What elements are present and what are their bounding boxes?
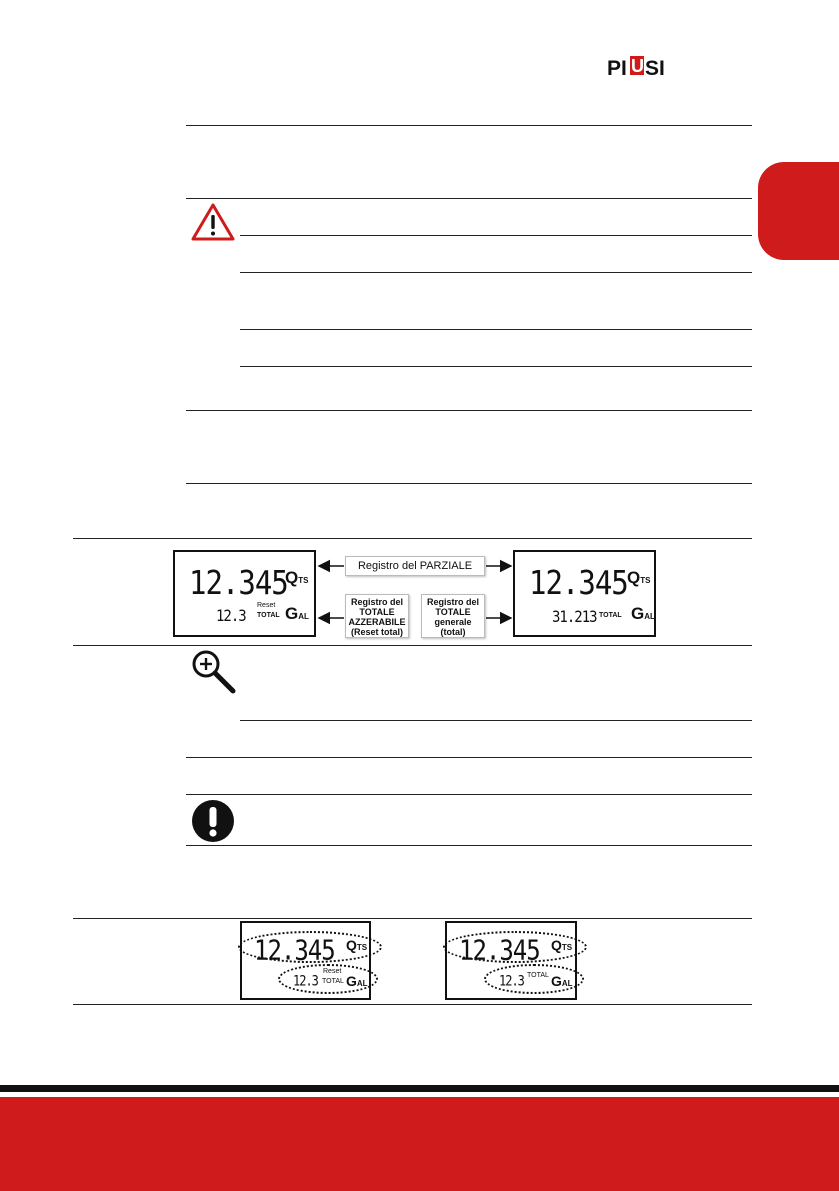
unit-qts: QTS — [346, 937, 368, 953]
rule — [240, 366, 752, 367]
rule — [186, 757, 752, 758]
main-counter-value: 12.345 — [189, 563, 288, 603]
rule — [73, 538, 752, 539]
total-label: TOTAL — [527, 972, 549, 979]
unit-qts: QTS — [285, 568, 309, 587]
rule — [186, 125, 752, 126]
highlight-ellipse-total — [484, 964, 584, 994]
total-label: TOTAL — [599, 612, 622, 619]
svg-text:U: U — [631, 56, 644, 76]
unit-gal: GAL — [285, 604, 309, 623]
highlight-ellipse-main — [238, 931, 382, 963]
unit-gal: GAL — [346, 973, 368, 989]
highlight-ellipse-main — [443, 931, 587, 963]
small-counter-value: 12.3 — [216, 607, 246, 626]
rule — [73, 918, 752, 919]
unit-gal: GAL — [551, 973, 573, 989]
rule — [240, 329, 752, 330]
rule — [186, 483, 752, 484]
footer-rule — [0, 1085, 839, 1092]
main-counter-value: 12.345 — [459, 934, 540, 967]
section-tab-marker — [758, 162, 839, 260]
lcd-display-left — [173, 550, 316, 637]
small-counter-value: 12.3 — [293, 973, 318, 990]
rule — [186, 845, 752, 846]
exclamation-circle-icon — [191, 799, 235, 843]
magnifier-zoom-icon — [190, 648, 238, 696]
reset-label: Reset — [257, 602, 276, 609]
rule — [186, 410, 752, 411]
rule — [186, 198, 752, 199]
rule — [240, 272, 752, 273]
main-counter-value: 12.345 — [254, 934, 335, 967]
small-counter-value: 12.3 — [499, 973, 524, 990]
small-counter-value: 31.213 — [552, 608, 597, 627]
general-total-register-label: Registro del TOTALE generale (total) — [421, 594, 485, 638]
rule — [186, 794, 752, 795]
main-counter-value: 12.345 — [529, 563, 628, 603]
reset-total-register-label: Registro del TOTALE AZZERABILE (Reset total) — [345, 594, 409, 638]
unit-gal: GAL — [631, 604, 655, 623]
register-arrows — [316, 550, 514, 630]
reset-label: Reset — [323, 968, 342, 975]
svg-text:SI: SI — [645, 57, 665, 80]
svg-text:PI: PI — [607, 57, 627, 80]
piusi-logo — [607, 56, 667, 82]
rule — [240, 235, 752, 236]
unit-qts: QTS — [627, 568, 651, 587]
total-label: TOTAL — [322, 978, 344, 985]
rule — [73, 1004, 752, 1005]
total-label: TOTAL — [257, 612, 280, 619]
warning-triangle-icon — [190, 202, 236, 242]
unit-qts: QTS — [551, 937, 573, 953]
lcd-display-right — [513, 550, 656, 637]
highlight-ellipse-reset-total — [278, 964, 378, 994]
rule — [240, 720, 752, 721]
partial-register-label: Registro del PARZIALE — [345, 556, 485, 576]
rule — [73, 645, 752, 646]
footer-band — [0, 1097, 839, 1191]
